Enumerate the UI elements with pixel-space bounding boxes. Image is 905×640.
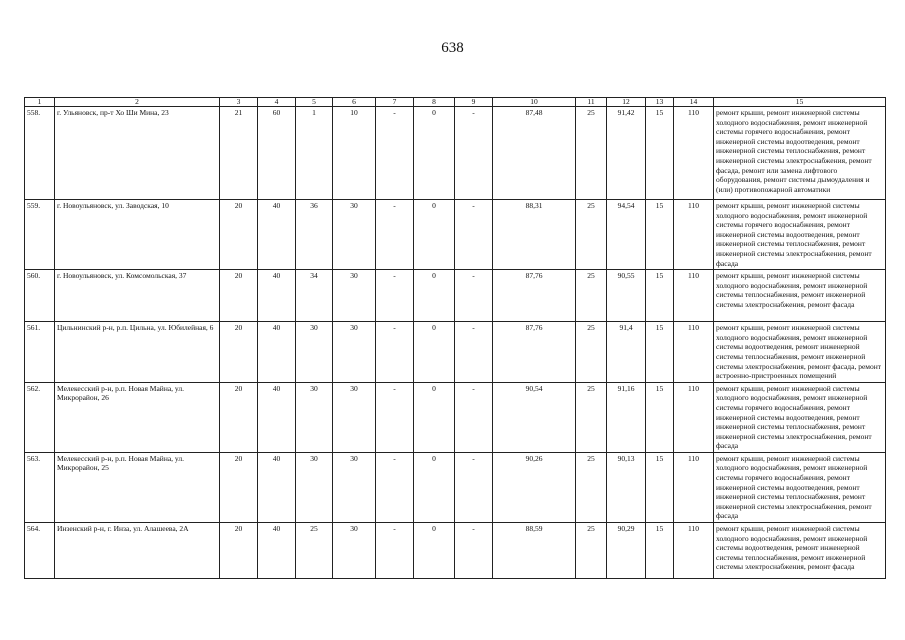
col-10: 87,48 bbox=[493, 107, 576, 200]
col-8: 0 bbox=[414, 382, 455, 452]
col-12: 94,54 bbox=[607, 200, 646, 270]
col-5: 30 bbox=[296, 452, 333, 522]
col-9: - bbox=[455, 382, 493, 452]
column-header-11: 11 bbox=[576, 98, 607, 107]
address: Инзенский р-н, г. Инза, ул. Алашеева, 2А bbox=[55, 523, 220, 579]
address: г. Новоульяновск, ул. Комсомольская, 37 bbox=[55, 270, 220, 322]
col-7: - bbox=[376, 200, 414, 270]
col-8: 0 bbox=[414, 523, 455, 579]
column-header-6: 6 bbox=[333, 98, 376, 107]
table-row bbox=[25, 107, 886, 200]
column-header-3: 3 bbox=[220, 98, 258, 107]
col-7: - bbox=[376, 382, 414, 452]
col-10: 88,31 bbox=[493, 200, 576, 270]
works-description: ремонт крыши, ремонт инженерной системы холодного водоснабжения, ремонт инженерной системы теплоснабжения, ремонт инженерной системы электроснабжения, ремонт фасада bbox=[714, 270, 886, 322]
col-5: 30 bbox=[296, 322, 333, 383]
col-10: 90,26 bbox=[493, 452, 576, 522]
col-13: 15 bbox=[646, 452, 674, 522]
col-9: - bbox=[455, 452, 493, 522]
column-header-14: 14 bbox=[674, 98, 714, 107]
repair-table bbox=[24, 97, 886, 579]
col-14: 110 bbox=[674, 322, 714, 383]
col-13: 15 bbox=[646, 270, 674, 322]
col-5: 30 bbox=[296, 382, 333, 452]
col-9: - bbox=[455, 107, 493, 200]
col-10: 88,59 bbox=[493, 523, 576, 579]
col-4: 60 bbox=[258, 107, 296, 200]
address: г. Новоульяновск, ул. Заводская, 10 bbox=[55, 200, 220, 270]
col-3: 20 bbox=[220, 322, 258, 383]
col-4: 40 bbox=[258, 270, 296, 322]
col-8: 0 bbox=[414, 200, 455, 270]
column-header-13: 13 bbox=[646, 98, 674, 107]
col-3: 20 bbox=[220, 382, 258, 452]
col-3: 20 bbox=[220, 200, 258, 270]
col-12: 90,55 bbox=[607, 270, 646, 322]
col-8: 0 bbox=[414, 452, 455, 522]
col-3: 21 bbox=[220, 107, 258, 200]
header-row bbox=[25, 98, 886, 107]
col-14: 110 bbox=[674, 523, 714, 579]
col-12: 91,42 bbox=[607, 107, 646, 200]
col-6: 30 bbox=[333, 200, 376, 270]
col-12: 91,16 bbox=[607, 382, 646, 452]
column-header-5: 5 bbox=[296, 98, 333, 107]
col-11: 25 bbox=[576, 322, 607, 383]
col-6: 30 bbox=[333, 382, 376, 452]
col-14: 110 bbox=[674, 382, 714, 452]
col-9: - bbox=[455, 523, 493, 579]
row-number: 558. bbox=[25, 107, 55, 200]
column-header-12: 12 bbox=[607, 98, 646, 107]
col-12: 90,13 bbox=[607, 452, 646, 522]
col-11: 25 bbox=[576, 200, 607, 270]
col-14: 110 bbox=[674, 107, 714, 200]
col-5: 36 bbox=[296, 200, 333, 270]
address: Мелекесский р-н, р.п. Новая Майна, ул. Микрорайон, 26 bbox=[55, 382, 220, 452]
column-header-9: 9 bbox=[455, 98, 493, 107]
table-row bbox=[25, 382, 886, 452]
col-11: 25 bbox=[576, 523, 607, 579]
works-description: ремонт крыши, ремонт инженерной системы холодного водоснабжения, ремонт инженерной системы водоотведения, ремонт инженерной системы теплоснабжения, ремонт инженерной системы электроснабжения, ремонт фасада bbox=[714, 523, 886, 579]
works-description: ремонт крыши, ремонт инженерной системы холодного водоснабжения, ремонт инженерной системы горячего водоснабжения, ремонт инженерной системы водоотведения, ремонт инженерной системы теплоснабжения, ремонт инженерной системы электроснабжения, ремонт фасада bbox=[714, 452, 886, 522]
col-6: 30 bbox=[333, 452, 376, 522]
col-3: 20 bbox=[220, 270, 258, 322]
col-9: - bbox=[455, 270, 493, 322]
col-13: 15 bbox=[646, 382, 674, 452]
row-number: 563. bbox=[25, 452, 55, 522]
col-10: 87,76 bbox=[493, 322, 576, 383]
row-number: 559. bbox=[25, 200, 55, 270]
col-7: - bbox=[376, 452, 414, 522]
works-description: ремонт крыши, ремонт инженерной системы холодного водоснабжения, ремонт инженерной системы водоотведения, ремонт инженерной системы теплоснабжения, ремонт инженерной системы электроснабжения, ремонт фасада, ремонт встроенно-пристроенных помещений bbox=[714, 322, 886, 383]
col-4: 40 bbox=[258, 382, 296, 452]
col-14: 110 bbox=[674, 200, 714, 270]
col-9: - bbox=[455, 322, 493, 383]
col-7: - bbox=[376, 107, 414, 200]
col-6: 10 bbox=[333, 107, 376, 200]
row-number: 560. bbox=[25, 270, 55, 322]
col-7: - bbox=[376, 322, 414, 383]
col-4: 40 bbox=[258, 523, 296, 579]
col-13: 15 bbox=[646, 322, 674, 383]
col-13: 15 bbox=[646, 107, 674, 200]
col-11: 25 bbox=[576, 382, 607, 452]
address: Мелекесский р-н, р.п. Новая Майна, ул. Микрорайон, 25 bbox=[55, 452, 220, 522]
col-3: 20 bbox=[220, 452, 258, 522]
col-8: 0 bbox=[414, 322, 455, 383]
address: г. Ульяновск, пр-т Хо Ши Мина, 23 bbox=[55, 107, 220, 200]
col-6: 30 bbox=[333, 523, 376, 579]
row-number: 562. bbox=[25, 382, 55, 452]
col-13: 15 bbox=[646, 200, 674, 270]
column-header-1: 1 bbox=[25, 98, 55, 107]
col-9: - bbox=[455, 200, 493, 270]
col-4: 40 bbox=[258, 322, 296, 383]
column-header-15: 15 bbox=[714, 98, 886, 107]
col-3: 20 bbox=[220, 523, 258, 579]
col-5: 34 bbox=[296, 270, 333, 322]
row-number: 561. bbox=[25, 322, 55, 383]
col-8: 0 bbox=[414, 270, 455, 322]
works-description: ремонт крыши, ремонт инженерной системы холодного водоснабжения, ремонт инженерной системы горячего водоснабжения, ремонт инженерной системы водоотведения, ремонт инженерной системы теплоснабжения, ремонт инженерной системы электроснабжения, ремонт фасада, ремонт или замена лифтового оборудования, ремонт системы дымоудаления и (или) противопожарной автоматики bbox=[714, 107, 886, 200]
col-11: 25 bbox=[576, 107, 607, 200]
works-description: ремонт крыши, ремонт инженерной системы холодного водоснабжения, ремонт инженерной системы горячего водоснабжения, ремонт инженерной системы водоотведения, ремонт инженерной системы теплоснабжения, ремонт инженерной системы электроснабжения, ремонт фасада bbox=[714, 200, 886, 270]
col-10: 90,54 bbox=[493, 382, 576, 452]
col-4: 40 bbox=[258, 200, 296, 270]
col-11: 25 bbox=[576, 270, 607, 322]
table-row bbox=[25, 452, 886, 522]
table-body bbox=[25, 107, 886, 579]
page-number: 638 bbox=[441, 40, 464, 56]
table-row bbox=[25, 322, 886, 383]
col-14: 110 bbox=[674, 270, 714, 322]
col-5: 25 bbox=[296, 523, 333, 579]
table-row bbox=[25, 523, 886, 579]
column-header-7: 7 bbox=[376, 98, 414, 107]
column-header-8: 8 bbox=[414, 98, 455, 107]
col-12: 90,29 bbox=[607, 523, 646, 579]
address: Цильнинский р-н, р.п. Цильна, ул. Юбилейная, 6 bbox=[55, 322, 220, 383]
col-6: 30 bbox=[333, 270, 376, 322]
col-6: 30 bbox=[333, 322, 376, 383]
works-description: ремонт крыши, ремонт инженерной системы холодного водоснабжения, ремонт инженерной системы горячего водоснабжения, ремонт инженерной системы водоотведения, ремонт инженерной системы теплоснабжения, ремонт инженерной системы электроснабжения, ремонт фасада bbox=[714, 382, 886, 452]
col-8: 0 bbox=[414, 107, 455, 200]
table-row bbox=[25, 200, 886, 270]
row-number: 564. bbox=[25, 523, 55, 579]
col-7: - bbox=[376, 523, 414, 579]
col-11: 25 bbox=[576, 452, 607, 522]
col-13: 15 bbox=[646, 523, 674, 579]
table-row bbox=[25, 270, 886, 322]
column-header-10: 10 bbox=[493, 98, 576, 107]
col-10: 87,76 bbox=[493, 270, 576, 322]
col-5: 1 bbox=[296, 107, 333, 200]
col-14: 110 bbox=[674, 452, 714, 522]
column-header-4: 4 bbox=[258, 98, 296, 107]
col-4: 40 bbox=[258, 452, 296, 522]
column-header-2: 2 bbox=[55, 98, 220, 107]
col-12: 91,4 bbox=[607, 322, 646, 383]
col-7: - bbox=[376, 270, 414, 322]
